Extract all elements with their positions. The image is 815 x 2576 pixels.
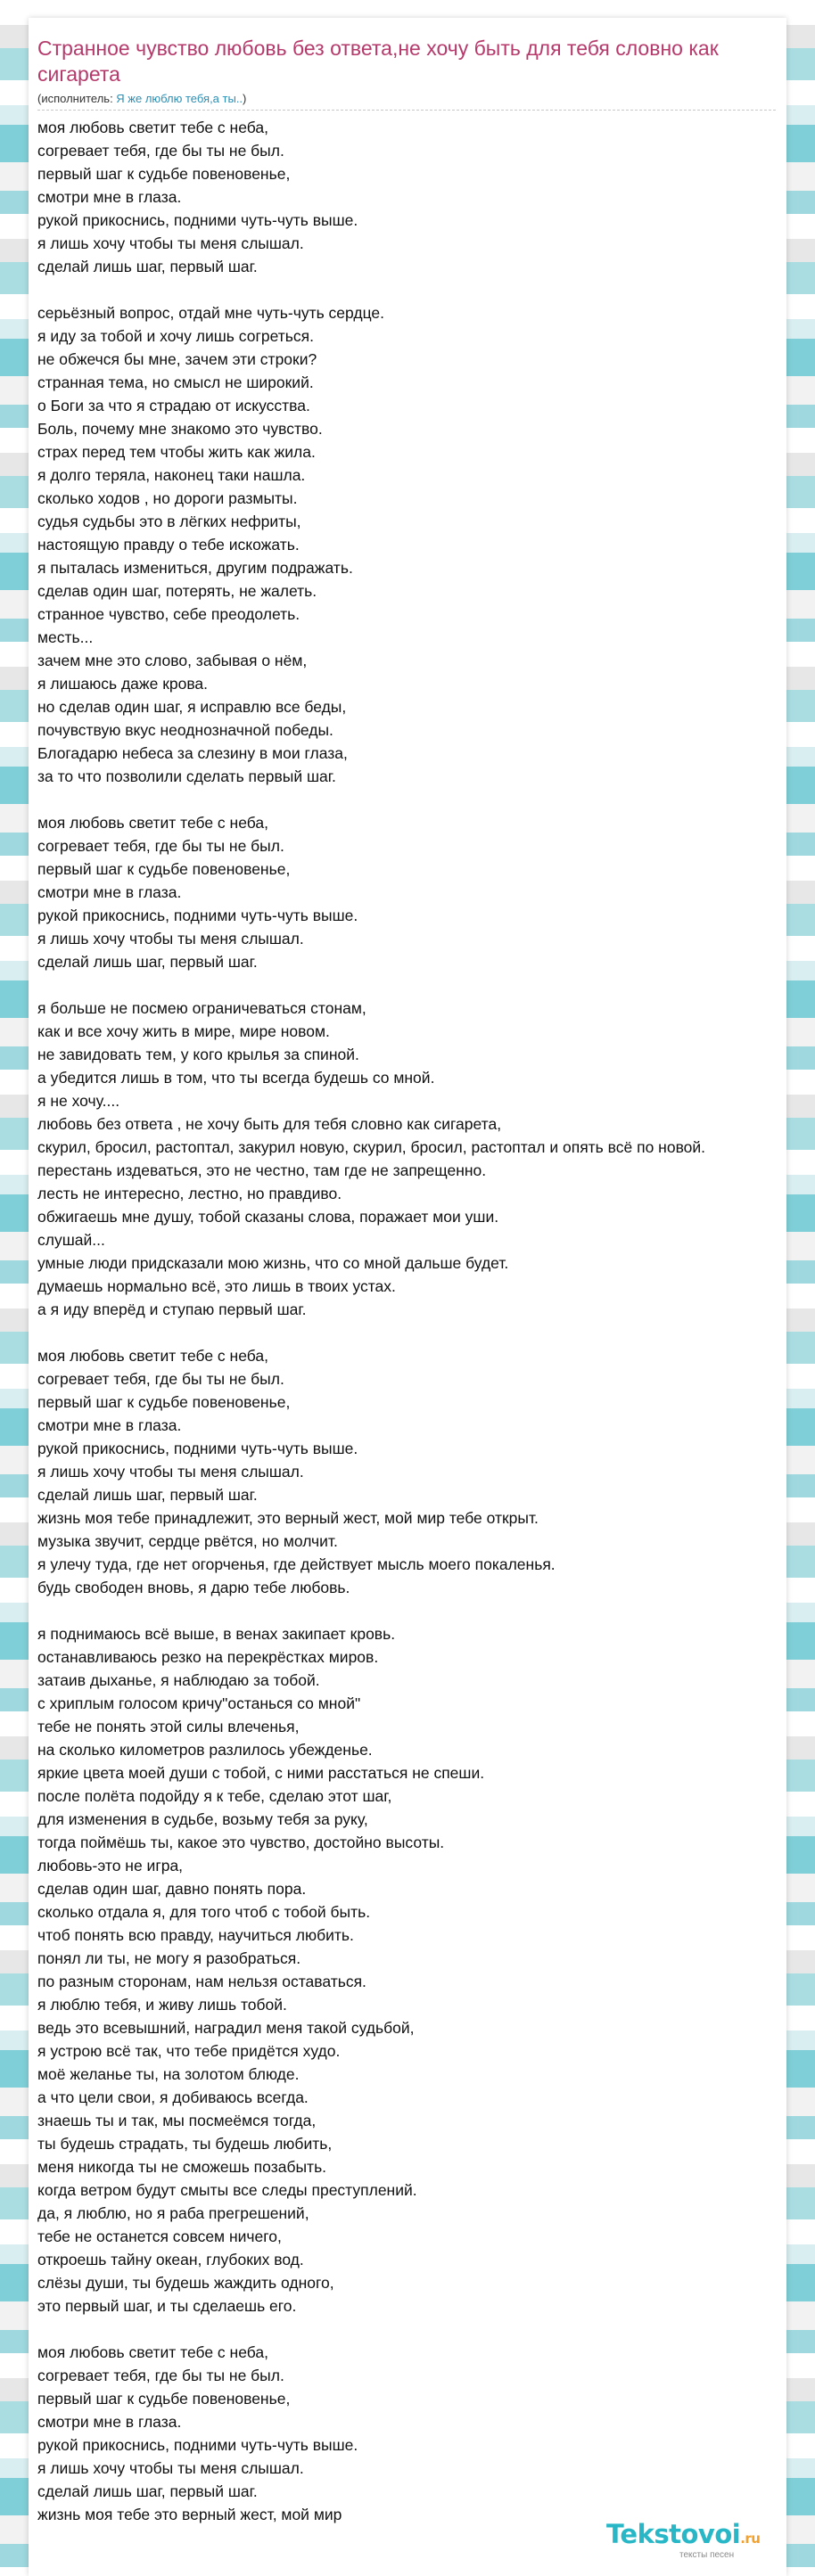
lyric-line: сделай лишь шаг, первый шаг. (37, 1486, 258, 1504)
dashed-divider (37, 110, 776, 111)
lyric-line: я лишь хочу чтобы ты меня слышал. (37, 234, 304, 252)
lyric-line: месть... (37, 628, 94, 646)
lyric-line: я устрою всё так, что тебе придётся худо. (37, 2042, 341, 2060)
lyric-line: странное чувство, себе преодолеть. (37, 605, 300, 623)
lyric-line: тебе не останется совсем ничего, (37, 2227, 282, 2245)
lyric-line: скурил, бросил, растоптал, закурил новую, скурил, бросил, растоптал и опять всё по новой. (37, 1138, 706, 1156)
lyric-line: смотри мне в глаза. (37, 883, 182, 901)
lyric-line: это первый шаг, и ты сделаешь его. (37, 2297, 297, 2315)
lyric-line: не обжечся бы мне, зачем эти строки? (37, 350, 317, 368)
lyric-line: не завидовать тем, у кого крылья за спиной. (37, 1046, 359, 1063)
lyric-line: я лишь хочу чтобы ты меня слышал. (37, 930, 304, 948)
lyric-line: я пыталась измениться, другим подражать. (37, 559, 353, 577)
lyric-line: Блогадарю небеса за слезину в мои глаза, (37, 744, 348, 762)
lyric-line: я не хочу.... (37, 1092, 120, 1110)
performer-line (37, 92, 246, 105)
lyrics-text (37, 116, 815, 2526)
lyric-line: а что цели свои, я добиваюсь всегда. (37, 2088, 309, 2106)
lyric-line: первый шаг к судьбе повеновенье, (37, 165, 291, 183)
lyric-line: я больше не посмею ограничеваться стонам, (37, 999, 366, 1017)
lyric-line: первый шаг к судьбе повеновенье, (37, 1393, 291, 1411)
lyric-line: моя любовь светит тебе с неба, (37, 1347, 268, 1365)
logo-tagline: тексты песен (679, 2550, 735, 2560)
lyric-line: моя любовь светит тебе с неба, (37, 814, 268, 832)
performer-suffix: ) (243, 92, 247, 105)
lyric-line: яркие цвета моей души с тобой, с ними расстаться не спеши. (37, 1764, 485, 1782)
lyric-line: перестань издеваться, это не честно, там где не запрещенно. (37, 1161, 487, 1179)
lyric-line: жизнь моя тебе это верный жест, мой мир (37, 2506, 342, 2523)
site-logo[interactable] (606, 2519, 785, 2564)
lyric-line: моя любовь светит тебе с неба, (37, 2343, 268, 2361)
lyric-line: я иду за тобой и хочу лишь согреться. (37, 327, 314, 345)
lyric-line: откроешь тайну океан, глубоких вод. (37, 2251, 304, 2268)
stanza-gap (37, 973, 815, 997)
lyric-line: согревает тебя, где бы ты не был. (37, 142, 284, 160)
lyric-line: думаешь нормально всё, это лишь в твоих устах. (37, 1277, 396, 1295)
lyric-line: ведь это всевышний, наградил меня такой судьбой, (37, 2019, 415, 2037)
stanza-gap (37, 278, 815, 301)
lyric-line: моя любовь светит тебе с неба, (37, 119, 268, 136)
performer-prefix: (исполнитель: (37, 92, 117, 105)
lyric-line: любовь-это не игра, (37, 1857, 184, 1875)
logo-wordmark (606, 2519, 760, 2549)
lyric-line: почувствую вкус неоднозначной победы. (37, 721, 333, 739)
lyric-line: меня никогда ты не сможешь позабыть. (37, 2158, 327, 2176)
lyric-line: как и все хочу жить в мире, мире новом. (37, 1022, 330, 1040)
lyric-line: о Боги за что я страдаю от искусства. (37, 397, 310, 414)
lyric-line: я поднимаюсь всё выше, в венах закипает кровь. (37, 1625, 396, 1643)
lyric-line: сделав один шаг, потерять, не жалеть. (37, 582, 317, 600)
lyric-line: сколько ходов , но дороги размыты. (37, 489, 298, 507)
lyric-line: я лишаюсь даже крова. (37, 675, 209, 693)
lyric-line: с хриплым голосом кричу"останься со мной" (37, 1694, 361, 1712)
lyric-line: рукой прикоснись, подними чуть-чуть выше. (37, 1440, 358, 1457)
lyric-line: первый шаг к судьбе повеновенье, (37, 2390, 291, 2408)
lyric-line: рукой прикоснись, подними чуть-чуть выше. (37, 211, 358, 229)
lyric-line: тебе не понять этой силы влеченья, (37, 1718, 300, 1735)
lyric-line: я лишь хочу чтобы ты меня слышал. (37, 2459, 304, 2477)
logo-main-text: Tekstovoi (606, 2519, 741, 2549)
lyric-line: согревает тебя, где бы ты не был. (37, 2367, 284, 2384)
lyric-line: жизнь моя тебе принадлежит, это верный жест, мой мир тебе открыт. (37, 1509, 539, 1527)
lyric-line: зачем мне это слово, забывая о нём, (37, 652, 308, 669)
lyric-line: слушай... (37, 1231, 105, 1249)
lyric-line: смотри мне в глаза. (37, 188, 182, 206)
stanza-gap (37, 1599, 815, 1622)
lyric-line: музыка звучит, сердце рвётся, но молчит. (37, 1532, 338, 1550)
lyric-line: настоящую правду о тебе искожать. (37, 536, 300, 554)
lyric-line: моё желанье ты, на золотом блюде. (37, 2065, 300, 2083)
lyric-line: слёзы души, ты будешь жаждить одного, (37, 2274, 334, 2292)
lyric-line: тогда поймёшь ты, какое это чувство, достойно высоты. (37, 1834, 445, 1851)
lyric-line: умные люди придсказали мою жизнь, что со мной дальше будет. (37, 1254, 509, 1272)
lyric-line: знаешь ты и так, мы посмеёмся тогда, (37, 2112, 317, 2129)
lyric-line: смотри мне в глаза. (37, 1416, 182, 1434)
lyric-line: согревает тебя, где бы ты не был. (37, 837, 284, 855)
song-title: Странное чувство любовь без ответа,не хочу быть для тебя словно как сигарета (37, 37, 719, 86)
lyric-line: а убедится лишь в том, что ты всегда будешь со мной. (37, 1069, 435, 1087)
lyric-line: серьёзный вопрос, отдай мне чуть-чуть сердце. (37, 304, 385, 322)
lyric-line: чтоб понять всю правду, научиться любить. (37, 1926, 354, 1944)
lyric-line: сделай лишь шаг, первый шаг. (37, 2482, 258, 2500)
lyric-line: а я иду вперёд и ступаю первый шаг. (37, 1300, 307, 1318)
lyric-line: ты будешь страдать, ты будешь любить, (37, 2135, 333, 2153)
lyric-line: обжигаешь мне душу, тобой сказаны слова, поражает мои уши. (37, 1208, 499, 1226)
lyric-line: я лишь хочу чтобы ты меня слышал. (37, 1463, 304, 1481)
lyric-line: на сколько километров разлилось убежденье. (37, 1741, 373, 1759)
lyric-line: странная тема, но смысл не широкий. (37, 373, 314, 391)
lyric-line: я долго теряла, наконец таки нашла. (37, 466, 306, 484)
lyric-line: да, я люблю, но я раба прегрешений, (37, 2204, 309, 2222)
stanza-gap (37, 1321, 815, 1344)
performer-link[interactable]: Я же люблю тебя,а ты.. (116, 92, 243, 105)
lyric-line: для изменения в судьбе, возьму тебя за руку, (37, 1810, 368, 1828)
lyric-line: любовь без ответа , не хочу быть для тебя словно как сигарета, (37, 1115, 502, 1133)
lyric-line: сделай лишь шаг, первый шаг. (37, 953, 258, 971)
lyric-line: понял ли ты, не могу я разобраться. (37, 1949, 301, 1967)
lyric-line: после полёта подойду я к тебе, сделаю этот шаг, (37, 1787, 392, 1805)
lyric-line: сделай лишь шаг, первый шаг. (37, 258, 258, 275)
lyric-line: останавливаюсь резко на перекрёстках миров. (37, 1648, 379, 1666)
lyric-line: когда ветром будут смыты все следы преступлений. (37, 2181, 417, 2199)
stanza-gap (37, 2318, 815, 2341)
lyric-line: будь свободен вновь, я дарю тебе любовь. (37, 1579, 350, 1596)
lyric-line: рукой прикоснись, подними чуть-чуть выше. (37, 2436, 358, 2454)
lyric-line: но сделав один шаг, я исправлю все беды, (37, 698, 347, 716)
lyric-line: затаив дыханье, я наблюдаю за тобой. (37, 1671, 320, 1689)
logo-domain-suffix: .ru (740, 2531, 761, 2547)
lyric-line: согревает тебя, где бы ты не был. (37, 1370, 284, 1388)
lyric-line: рукой прикоснись, подними чуть-чуть выше. (37, 907, 358, 924)
lyric-line: сделав один шаг, давно понять пора. (37, 1880, 307, 1898)
lyric-line: я люблю тебя, и живу лишь тобой. (37, 1996, 287, 2014)
lyric-line: страх перед тем чтобы жить как жила. (37, 443, 316, 461)
lyric-line: первый шаг к судьбе повеновенье, (37, 860, 291, 878)
lyric-line: Боль, почему мне знакомо это чувство. (37, 420, 323, 438)
lyric-line: я улечу туда, где нет огорченья, где действует мысль моего покаленья. (37, 1555, 556, 1573)
stanza-gap (37, 788, 815, 811)
lyric-line: сколько отдала я, для того чтоб с тобой быть. (37, 1903, 371, 1921)
lyric-line: по разным сторонам, нам нельзя оставаться. (37, 1973, 366, 1990)
lyric-line: смотри мне в глаза. (37, 2413, 182, 2431)
lyric-line: лесть не интересно, лестно, но правдиво. (37, 1185, 342, 1202)
lyric-line: судья судьбы это в лёгких нефриты, (37, 513, 301, 530)
lyric-line: за то что позволили сделать первый шаг. (37, 767, 336, 785)
